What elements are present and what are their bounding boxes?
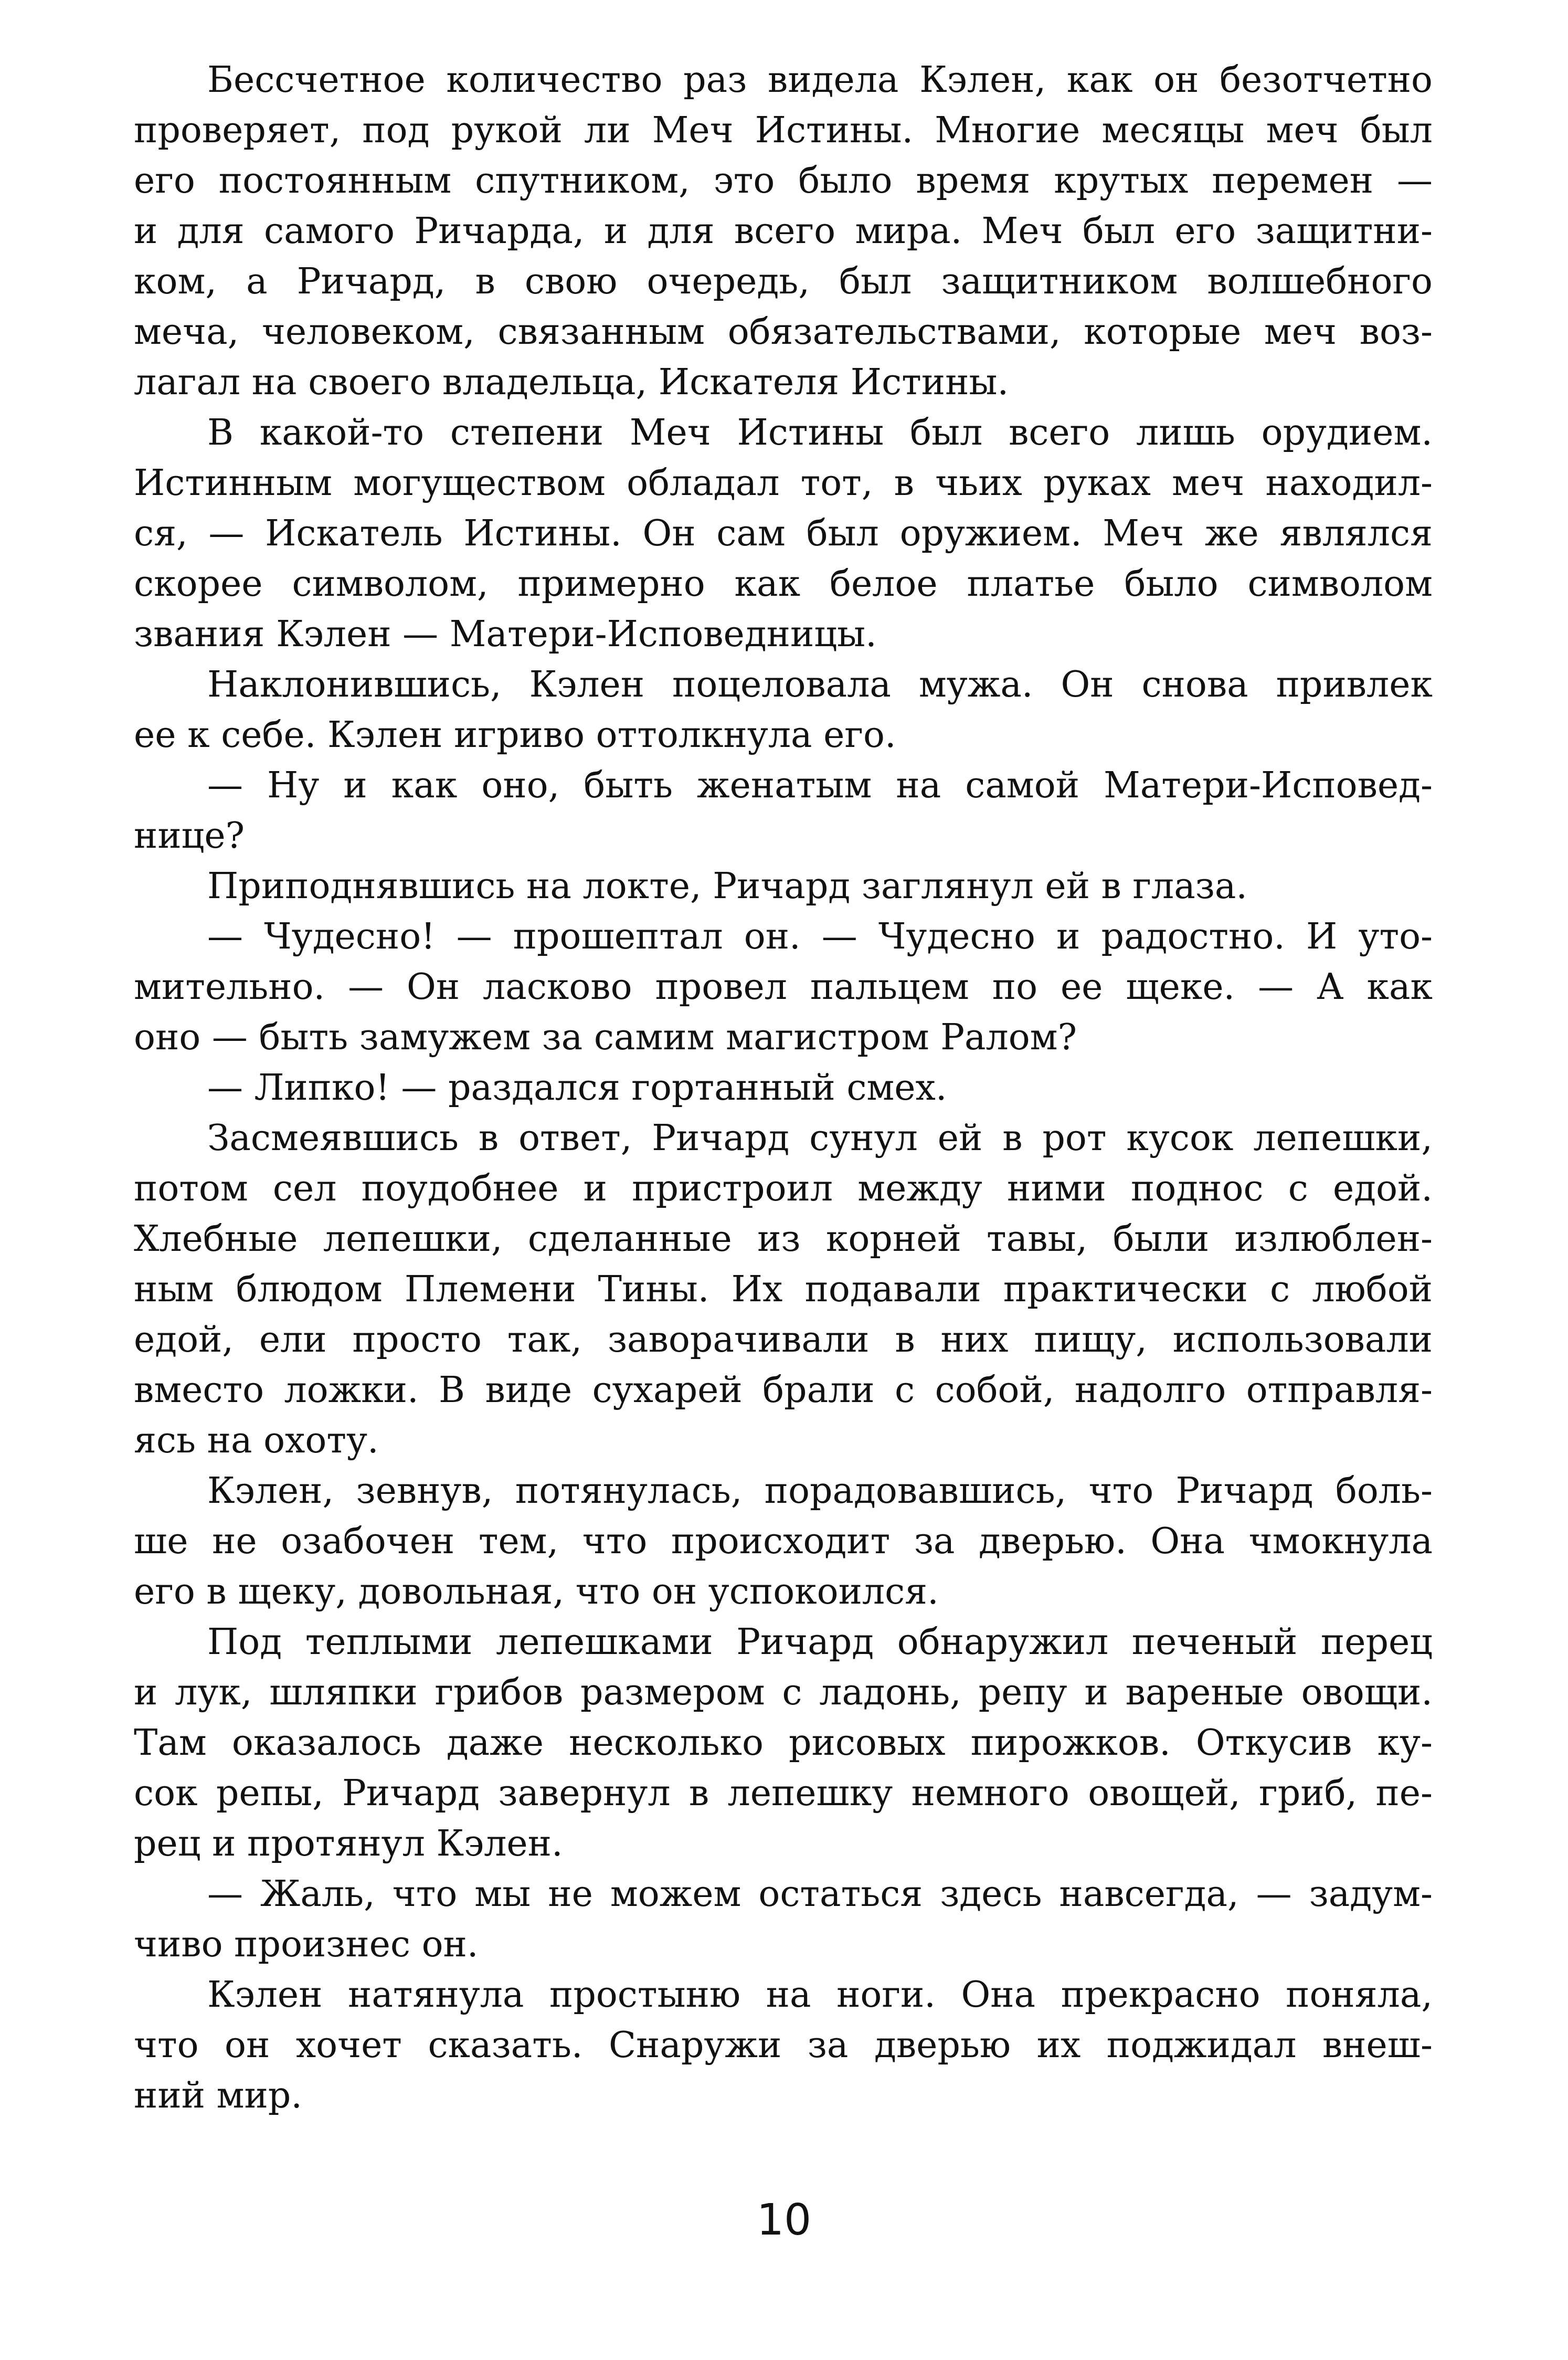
text-line: его в щеку, довольная, что он успокоился. bbox=[134, 1571, 939, 1613]
text-line: Бессчетное количество раз видела Кэлен, как он безотчетно bbox=[207, 59, 1433, 101]
paragraph bbox=[134, 408, 1433, 660]
text-line: В какой-то степени Меч Истины был всего лишь орудием. bbox=[207, 412, 1433, 454]
text-line: ее к себе. Кэлен игриво оттолкнула его. bbox=[134, 714, 896, 756]
text-line: и лук, шляпки грибов размером с ладонь, репу и вареные овощи. bbox=[134, 1672, 1433, 1713]
text-line: ний мир. bbox=[134, 2075, 302, 2116]
text-line: Хлебные лепешки, сделанные из корней тавы, были излюблен- bbox=[134, 1218, 1433, 1260]
paragraph bbox=[134, 55, 1433, 408]
text-line: Приподнявшись на локте, Ричард заглянул ей в глаза. bbox=[207, 866, 1248, 907]
text-line: — Ну и как оно, быть женатым на самой Матери-Исповед- bbox=[207, 765, 1433, 806]
text-line: Кэлен, зевнув, потянулась, порадовавшись, что Ричард боль- bbox=[207, 1470, 1433, 1512]
text-line: чиво произнес он. bbox=[134, 1924, 479, 1965]
text-line: вместо ложки. В виде сухарей брали с собой, надолго отправля- bbox=[134, 1369, 1433, 1411]
text-line: — Жаль, что мы не можем остаться здесь навсегда, — задум- bbox=[207, 1873, 1433, 1915]
text-line: ше не озабочен тем, что происходит за дверью. Она чмокнула bbox=[134, 1521, 1433, 1562]
text-line: мительно. — Он ласково провел пальцем по ее щеке. — А как bbox=[134, 966, 1433, 1008]
text-line: — Липко! — раздался гортанный смех. bbox=[207, 1067, 947, 1109]
text-line: и для самого Ричарда, и для всего мира. Меч был его защитни- bbox=[134, 210, 1433, 252]
text-line: нице? bbox=[134, 815, 245, 857]
text-line: Наклонившись, Кэлен поцеловала мужа. Он снова привлек bbox=[207, 664, 1433, 705]
text-line: Кэлен натянула простыню на ноги. Она прекрасно поняла, bbox=[207, 1974, 1433, 2016]
paragraph bbox=[134, 761, 1433, 861]
text-line: звания Кэлен — Матери-Исповедницы. bbox=[134, 614, 877, 655]
text-line: едой, ели просто так, заворачивали в них пищу, использовали bbox=[134, 1319, 1433, 1361]
text-line: его постоянным спутником, это было время крутых перемен — bbox=[134, 160, 1433, 202]
text-line: Под теплыми лепешками Ричард обнаружил печеный перец bbox=[207, 1621, 1433, 1663]
text-line: ся, — Искатель Истины. Он сам был оружием. Меч же являлся bbox=[134, 513, 1433, 554]
text-line: ком, а Ричард, в свою очередь, был защитником волшебного bbox=[134, 261, 1433, 302]
text-line: меча, человеком, связанным обязательствами, которые меч воз- bbox=[134, 311, 1433, 353]
text-line: оно — быть замужем за самим магистром Ралом? bbox=[134, 1017, 1077, 1058]
text-line: Там оказалось даже несколько рисовых пирожков. Откусив ку- bbox=[134, 1722, 1433, 1764]
paragraph bbox=[134, 1970, 1433, 2121]
paragraph bbox=[134, 660, 1433, 761]
text-line: ясь на охоту. bbox=[134, 1420, 379, 1461]
paragraph bbox=[134, 861, 1433, 912]
text-line: проверяет, под рукой ли Меч Истины. Многие месяцы меч был bbox=[134, 110, 1433, 151]
paragraph bbox=[134, 1617, 1433, 1869]
text-line: Засмеявшись в ответ, Ричард сунул ей в рот кусок лепешки, bbox=[207, 1118, 1433, 1159]
text-line: рец и протянул Кэлен. bbox=[134, 1823, 563, 1864]
text-line: лагал на своего владельца, Искателя Истины. bbox=[134, 362, 1009, 403]
paragraph bbox=[134, 912, 1433, 1063]
paragraph bbox=[134, 1063, 1433, 1113]
text-line: скорее символом, примерно как белое платье было символом bbox=[134, 563, 1433, 605]
text-line: потом сел поудобнее и пристроил между ними поднос с едой. bbox=[134, 1168, 1433, 1209]
text-line: Истинным могуществом обладал тот, в чьих руках меч находил- bbox=[134, 462, 1433, 504]
page-body bbox=[134, 55, 1433, 2121]
text-line: что он хочет сказать. Снаружи за дверью их поджидал внеш- bbox=[134, 2025, 1433, 2066]
text-line: ным блюдом Племени Тины. Их подавали практически с любой bbox=[134, 1269, 1433, 1310]
paragraph bbox=[134, 1466, 1433, 1617]
text-line: — Чудесно! — прошептал он. — Чудесно и радостно. И уто- bbox=[207, 916, 1433, 957]
page-number: 10 bbox=[756, 2195, 812, 2245]
paragraph bbox=[134, 1113, 1433, 1466]
paragraph bbox=[134, 1869, 1433, 1970]
text-line: сок репы, Ричард завернул в лепешку немного овощей, гриб, пе- bbox=[134, 1773, 1433, 1814]
